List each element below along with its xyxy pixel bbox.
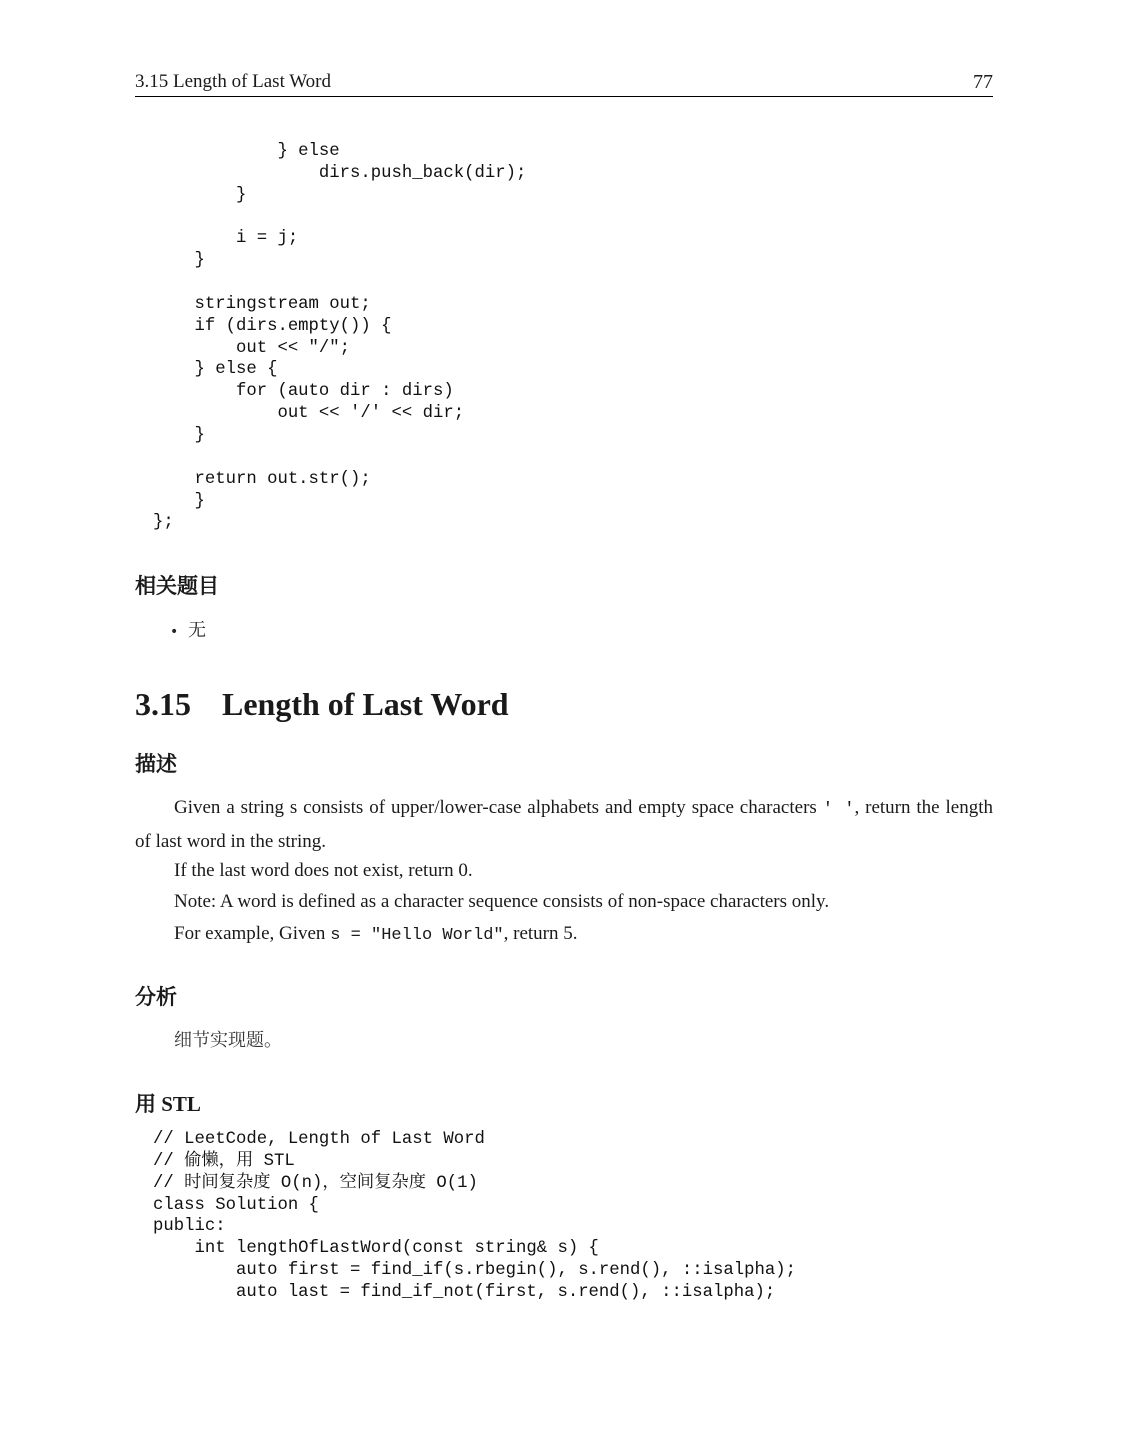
page-number: 77: [973, 71, 993, 93]
description-paragraph-1: [135, 792, 993, 857]
bullet-icon: •: [170, 624, 179, 640]
code-block-previous: } else dirs.push_back(dir); } i = j; } stringstream out; if (dirs.empty()) { out << "/"; } else { for (auto dir : dirs) out << '/' << dir; } return out.str(); } };: [153, 142, 527, 533]
description-example: [135, 918, 993, 952]
stl-heading-en: STL: [156, 1092, 201, 1116]
p4-inline-code: s = "Hello World": [330, 926, 504, 945]
analysis-text: 细节实现题。: [174, 1030, 282, 1051]
description-paragraph-2: If the last word does not exist, return 0.: [174, 860, 473, 881]
stl-heading-cn: 用: [135, 1092, 156, 1116]
code-block-stl: // LeetCode, Length of Last Word // 偷懒，用 STL // 时间复杂度 O(n)，空间复杂度 O(1) class Solution { public: int lengthOfLastWord(const string& s) { auto first = find_if(s.rbegin(), s.rend(), ::isalpha); auto last = find_if_not(first, s.rend(), ::isalpha);: [153, 1130, 796, 1302]
p1-text-b: , return the length of last word in the string.: [135, 797, 994, 852]
related-item-text: 无: [188, 620, 206, 641]
running-header: [135, 70, 993, 97]
p1-inline-code: ' ': [822, 800, 855, 819]
description-heading: 描述: [135, 752, 177, 776]
chapter-title-text: Length of Last Word: [222, 686, 509, 722]
running-header-section: 3.15 Length of Last Word: [135, 71, 332, 92]
stl-heading: [135, 1090, 201, 1118]
p1-text-a: Given a string s consists of upper/lower-case alphabets and empty space characters: [174, 797, 823, 818]
description-note: Note: A word is defined as a character sequence consists of non-space characters only.: [174, 891, 830, 912]
analysis-heading: 分析: [135, 985, 177, 1009]
chapter-number: 3.15: [135, 686, 191, 722]
chapter-title: [135, 684, 509, 724]
p4-text-a: For example, Given: [174, 923, 331, 944]
related-list-item: [170, 618, 206, 645]
related-problems-heading: 相关题目: [135, 574, 219, 598]
p4-text-b: , return 5.: [503, 923, 578, 944]
